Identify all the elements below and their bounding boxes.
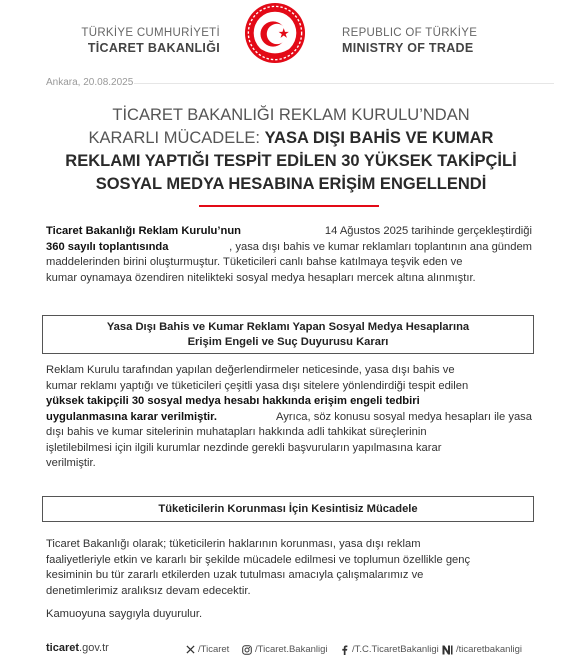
letterhead-english-line1: REPUBLIC OF TÜRKİYE <box>342 27 478 39</box>
section1-line-5-text: dışı bahis ve kumar sitelerinin muhatapları hakkında adli tahkikat süreçlerinin <box>46 426 427 438</box>
title-line-2-bold: YASA DIŞI BAHİS VE KUMAR <box>264 129 494 147</box>
title-line-2 <box>48 127 534 150</box>
title-line-3: REKLAMI YAPTIĞI TESPİT EDİLEN 30 YÜKSEK TAKİPÇİLİ <box>65 152 517 170</box>
closing-statement <box>46 607 532 623</box>
intro-line-2-rest: , yasa dışı bahis ve kumar reklamları toplantının ana gündem <box>229 240 532 253</box>
section2-line-3 <box>46 568 532 584</box>
section1-line-1 <box>46 363 532 379</box>
section1-line-6 <box>46 441 532 457</box>
social-nsosyal-handle: /ticaretbakanligi <box>456 644 523 655</box>
section-heading-box-2 <box>42 496 534 522</box>
section1-line-5 <box>46 425 532 441</box>
section1-line-3-bold: yüksek takipçili 30 sosyal medya hesabı hakkında erişim engeli tedbiri <box>46 395 420 407</box>
section1-line-4-rest: Ayrıca, söz konusu sosyal medya hesapları ile yasa <box>273 410 532 423</box>
intro-paragraph <box>46 224 532 286</box>
press-release-title <box>48 104 534 196</box>
title-line-2-regular: KARARLI MÜCADELE: <box>88 129 265 147</box>
section2-line-3-text: kesiminin bu tür zararlı etkilerden uzak tutulması amacıyla çalışmalarımız ve <box>46 569 424 581</box>
section1-line-4 <box>46 410 532 426</box>
website-bold: ticaret <box>46 642 80 654</box>
intro-line-4-text: kumar oynamaya özendiren nitelikteki sosyal medya hesapları mercek altına alınmıştır. <box>46 271 476 284</box>
section1-line-6-text: işletilebilmesi için ilgili kurumlar nezdinde gerekli başvuruların yapılmasına karar <box>46 441 442 454</box>
social-instagram[interactable] <box>242 644 328 655</box>
ministry-logo-emblem <box>244 2 306 64</box>
title-accent-bar <box>199 205 379 207</box>
section2-line-4 <box>46 584 532 600</box>
social-facebook-handle: /T.C.TicaretBakanligi <box>352 644 439 655</box>
intro-line-4 <box>46 271 532 287</box>
letterhead <box>0 0 578 72</box>
section1-line-2 <box>46 379 532 395</box>
x-icon <box>186 645 195 654</box>
section2-line-4-text: denetimlerimiz aralıksız devam edecektir. <box>46 584 251 597</box>
website-rest: .gov.tr <box>79 642 109 654</box>
social-nsosyal[interactable] <box>442 644 522 655</box>
section-heading-box-1 <box>42 315 534 354</box>
header-divider <box>134 83 554 84</box>
letterhead-english <box>342 26 477 56</box>
title-line-4: SOSYAL MEDYA HESABINA ERİŞİM ENGELLENDİ <box>95 175 487 193</box>
website-link[interactable] <box>46 642 109 654</box>
intro-line-1-bold: Ticaret Bakanlığı Reklam Kurulu’nun <box>46 225 241 237</box>
intro-line-2-bold: 360 sayılı toplantısında <box>46 240 169 253</box>
section2-line-2-text: faaliyetleriyle etkin ve kararlı bir şekilde mücadele edilmesi ve toplumun özellikle genç <box>46 553 471 566</box>
intro-line-1-rest: 14 Ağustos 2025 tarihinde gerçekleştirdiği <box>321 225 532 237</box>
section2-line-1 <box>46 537 532 553</box>
intro-line-2 <box>46 240 532 256</box>
social-instagram-handle: /Ticaret.Bakanligi <box>255 644 328 655</box>
instagram-icon <box>242 645 252 655</box>
closing-text: Kamuoyuna saygıyla duyurulur. <box>46 608 203 620</box>
section1-line-4-bold: uygulanmasına karar verilmiştir. <box>46 410 218 423</box>
section1-line-2-text: kumar reklamı yaptığı ve tüketicileri çeşitli yasa dışı sitelere yönlendirdiği tespit edilen <box>46 379 469 392</box>
footer <box>46 642 536 660</box>
letterhead-turkish-line1: TÜRKİYE CUMHURİYETİ <box>81 27 220 39</box>
section2-line-2 <box>46 553 532 569</box>
section2-line-1-text: Ticaret Bakanlığı olarak; tüketicilerin haklarının korunması, yasa dışı reklam <box>46 538 421 550</box>
section1-line-7-text: verilmiştir. <box>46 457 96 469</box>
letterhead-english-line2: MINISTRY OF TRADE <box>342 41 474 55</box>
section1-line-3 <box>46 394 532 410</box>
section1-line-1-text: Reklam Kurulu tarafından yapılan değerlendirmeler neticesinde, yasa dışı bahis ve <box>46 364 455 376</box>
section1-paragraph <box>46 363 532 472</box>
social-facebook[interactable] <box>340 644 439 655</box>
facebook-icon <box>340 645 349 655</box>
document-date: Ankara, 20.08.2025 <box>46 77 134 88</box>
section1-line-7 <box>46 456 532 472</box>
title-line-1: TİCARET BAKANLIĞI REKLAM KURULU’NDAN <box>112 106 470 124</box>
intro-line-1 <box>46 224 532 240</box>
box2-line-1: Tüketicilerin Korunması İçin Kesintisiz Mücadele <box>158 503 418 515</box>
letterhead-turkish-line2: TİCARET BAKANLIĞI <box>87 41 220 55</box>
social-x-handle: /Ticaret <box>198 644 230 655</box>
intro-line-3-text: maddelerinden birini oluşturmuştur. Tüketicileri canlı bahse katılmaya teşvik eden ve <box>46 256 463 268</box>
social-x[interactable] <box>186 644 229 655</box>
letterhead-turkish <box>81 26 220 56</box>
box1-line-1: Yasa Dışı Bahis ve Kumar Reklamı Yapan Sosyal Medya Hesaplarına <box>106 321 470 333</box>
box1-line-2: Erişim Engeli ve Suç Duyurusu Kararı <box>187 336 389 348</box>
intro-line-3 <box>46 255 532 271</box>
nsosyal-icon <box>442 645 453 655</box>
section2-paragraph <box>46 537 532 599</box>
